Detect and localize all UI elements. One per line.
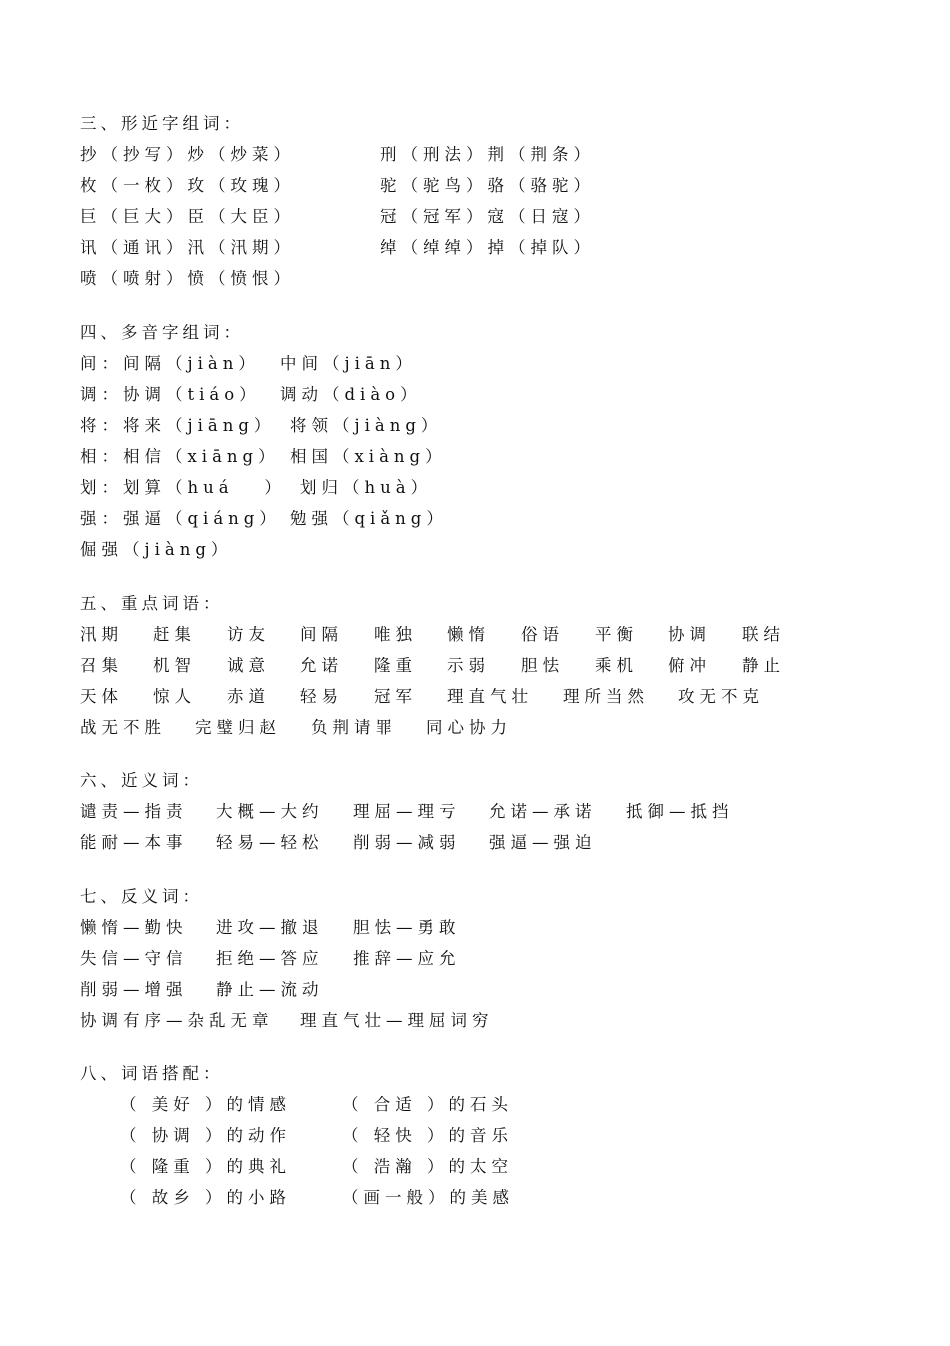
section-title-polyphonic-characters: 四、多音字组词：: [80, 323, 244, 342]
section-title-similar-characters: 三、形近字组词：: [80, 114, 244, 133]
similar-char-pair: 枚（一枚）玫（玫瑰）: [80, 176, 295, 195]
antonym-pair: 推辞—应允: [353, 949, 461, 968]
section-title-synonyms: 六、近义词：: [80, 771, 203, 790]
similar-char-pair: 刑（刑法）荆（荆条）: [380, 145, 595, 164]
polyphone-entry: 调动（diào）: [280, 385, 422, 404]
key-word: 惊人: [153, 687, 196, 706]
polyphone-entry: 划归（huà）: [300, 478, 433, 497]
similar-char-pair: 驼（驼鸟）骆（骆驼）: [380, 176, 595, 195]
key-word: 召集: [80, 656, 123, 675]
key-word: 平衡: [595, 625, 638, 644]
key-word: 天体: [80, 687, 123, 706]
polyphone-entry: 将领（jiàng）: [290, 416, 443, 435]
collocation-item: （ 协调 ）的动作: [120, 1126, 291, 1145]
key-word: 访友: [227, 625, 270, 644]
key-word: 胆怯: [521, 656, 564, 675]
key-word: 冠军: [374, 687, 417, 706]
section-title-word-collocation: 八、词语搭配：: [80, 1064, 224, 1083]
polyphone-entry: 倔强（jiàng）: [80, 540, 233, 559]
key-word: 联结: [742, 625, 785, 644]
synonym-pair: 谴责—指责: [80, 802, 188, 821]
key-word: 完璧归赵: [195, 718, 281, 737]
synonym-pair: 削弱—减弱: [353, 833, 461, 852]
antonym-pair: 理直气壮—理屈词穷: [300, 1011, 494, 1030]
similar-char-pair: 冠（冠军）寇（日寇）: [380, 207, 595, 226]
similar-char-pair: 绰（绰绰）掉（掉队）: [380, 238, 595, 257]
key-word: 协调: [668, 625, 711, 644]
key-word: 理所当然: [563, 687, 649, 706]
similar-char-pair: 喷（喷射）愤（愤恨）: [80, 269, 295, 288]
synonym-pair: 理屈—理亏: [353, 802, 461, 821]
key-word: 负荆请罪: [311, 718, 397, 737]
key-word: 攻无不克: [678, 687, 764, 706]
collocation-item: （ 合适 ）的石头: [342, 1095, 513, 1114]
collocation-item: （ 美好 ）的情感: [120, 1095, 291, 1114]
similar-char-pair: 讯（通讯）汛（汛期）: [80, 238, 295, 257]
key-word: 汛期: [80, 625, 123, 644]
collocation-item: （画一般）的美感: [342, 1188, 514, 1207]
key-word: 隆重: [374, 656, 417, 675]
key-word: 赤道: [227, 687, 270, 706]
polyphone-entry: 强：强逼（qiáng）: [80, 509, 281, 528]
key-word: 示弱: [447, 656, 490, 675]
antonym-pair: 失信—守信: [80, 949, 188, 968]
antonym-pair: 协调有序—杂乱无章: [80, 1011, 274, 1030]
synonym-pair: 强逼—强迫: [489, 833, 597, 852]
similar-char-pair: 巨（巨大）臣（大臣）: [80, 207, 295, 226]
polyphone-entry: 相：相信（xiāng）: [80, 447, 280, 466]
similar-char-pair: 抄（抄写）炒（炒菜）: [80, 145, 295, 164]
key-word: 战无不胜: [80, 718, 166, 737]
antonym-pair: 懒惰—勤快: [80, 918, 188, 937]
key-word: 赶集: [153, 625, 196, 644]
collocation-item: （ 浩瀚 ）的太空: [342, 1157, 513, 1176]
polyphone-entry: 中间（jiān）: [280, 354, 417, 373]
key-word: 机智: [153, 656, 196, 675]
polyphone-entry: 勉强（qiǎng）: [290, 509, 448, 528]
section-title-key-words: 五、重点词语：: [80, 594, 224, 613]
key-word: 轻易: [300, 687, 343, 706]
key-word: 理直气壮: [447, 687, 533, 706]
antonym-pair: 拒绝—答应: [216, 949, 324, 968]
polyphone-entry: 调：协调（tiáo）: [80, 385, 261, 404]
collocation-item: （ 轻快 ）的音乐: [342, 1126, 513, 1145]
synonym-pair: 能耐—本事: [80, 833, 188, 852]
polyphone-entry: 将：将来（jiāng）: [80, 416, 276, 435]
key-word: 懒惰: [447, 625, 490, 644]
polyphone-entry: 相国（xiàng）: [290, 447, 447, 466]
antonym-pair: 削弱—增强: [80, 980, 188, 999]
collocation-item: （ 故乡 ）的小路: [120, 1188, 291, 1207]
polyphone-entry: 划：划算（huá ）: [80, 478, 286, 497]
antonym-pair: 进攻—撤退: [216, 918, 324, 937]
key-word: 静止: [742, 656, 785, 675]
antonym-pair: 静止—流动: [216, 980, 324, 999]
synonym-pair: 允诺—承诺: [489, 802, 597, 821]
key-word: 同心协力: [426, 718, 512, 737]
key-word: 俯冲: [668, 656, 711, 675]
key-word: 允诺: [300, 656, 343, 675]
key-word: 唯独: [374, 625, 417, 644]
antonym-pair: 胆怯—勇敢: [353, 918, 461, 937]
collocation-item: （ 隆重 ）的典礼: [120, 1157, 291, 1176]
polyphone-entry: 间：间隔（jiàn）: [80, 354, 260, 373]
key-word: 诚意: [227, 656, 270, 675]
synonym-pair: 轻易—轻松: [216, 833, 324, 852]
section-title-antonyms: 七、反义词：: [80, 887, 203, 906]
key-word: 俗语: [521, 625, 564, 644]
key-word: 乘机: [595, 656, 638, 675]
synonym-pair: 大概—大约: [216, 802, 324, 821]
key-word: 间隔: [300, 625, 343, 644]
synonym-pair: 抵御—抵挡: [626, 802, 734, 821]
